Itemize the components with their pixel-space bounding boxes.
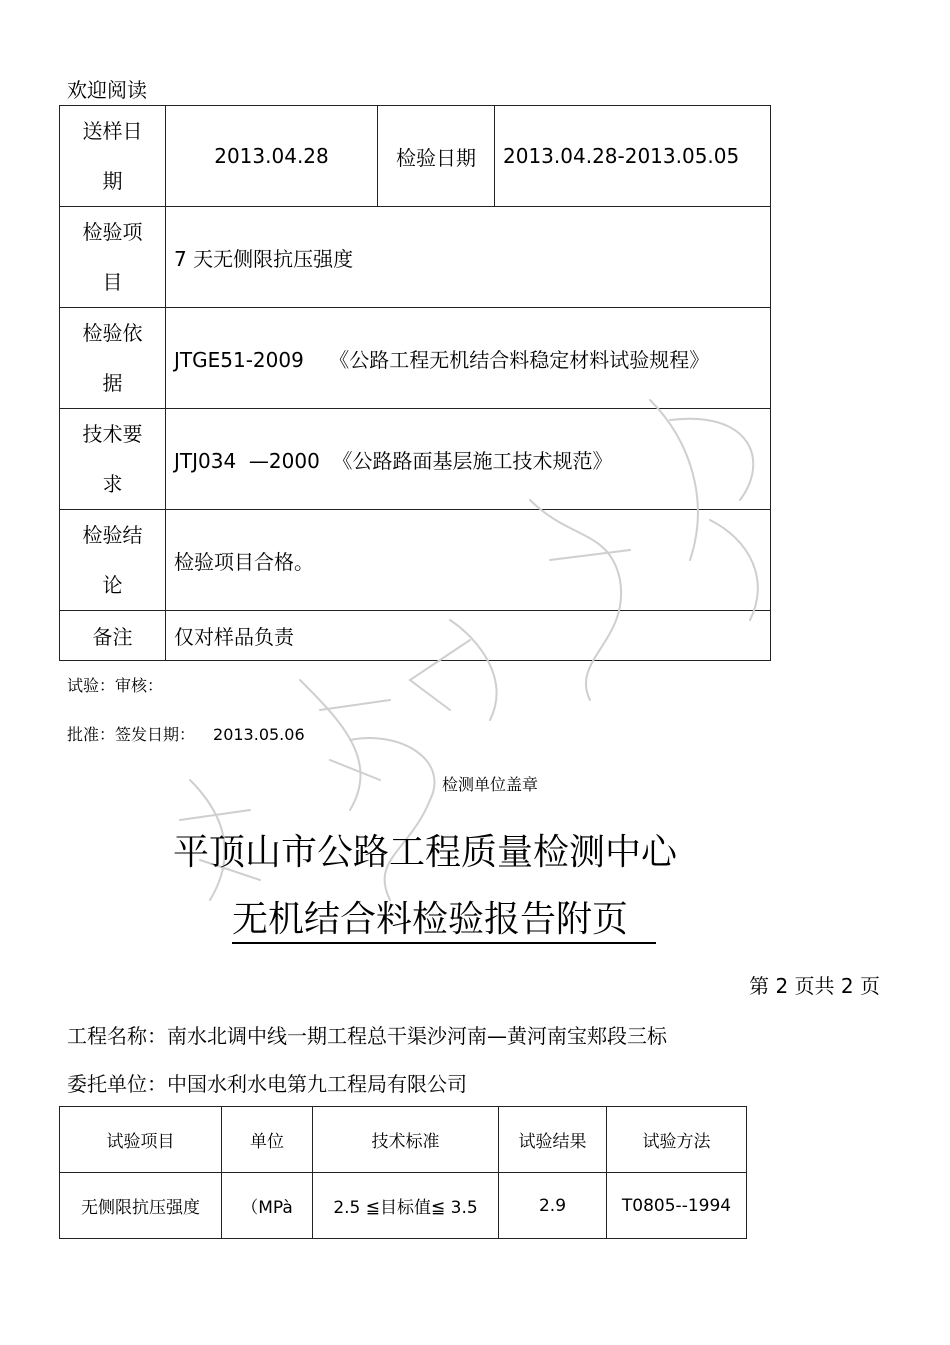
page-number: 第 2 页共 2 页: [749, 974, 880, 998]
test-date-value: 2013.04.28-2013.05.05: [495, 106, 771, 207]
header-result: 试验结果: [499, 1107, 607, 1173]
welcome-text: 欢迎阅读: [67, 78, 147, 102]
table-row: [60, 207, 771, 308]
conclusion-label: 检验结论: [60, 510, 166, 611]
header-test-item: 试验项目: [60, 1107, 222, 1173]
client-name: 委托单位：中国水利水电第九工程局有限公司: [67, 1072, 467, 1096]
report-title: 平顶山市公路工程质量检测中心: [172, 832, 677, 873]
table-row: [60, 409, 771, 510]
approver-label: 批准：签发日期：: [67, 725, 196, 744]
issue-date: 2013.05.06: [213, 725, 305, 744]
sample-date-label: 送样日期: [60, 106, 166, 207]
item-value: 7 天无侧限抗压强度: [166, 207, 771, 308]
table-row: [60, 106, 771, 207]
test-date-label: 检验日期: [378, 106, 495, 207]
project-name: 工程名称：南水北调中线一期工程总干渠沙河南—黄河南宝郏段三标: [67, 1024, 667, 1048]
table-row: [60, 611, 771, 661]
result-table: [59, 1106, 747, 1239]
cell-unit: （MPà: [222, 1173, 313, 1239]
cell-result: 2.9: [499, 1173, 607, 1239]
header-unit: 单位: [222, 1107, 313, 1173]
cell-method: T0805--1994: [607, 1173, 747, 1239]
requirement-value: JTJ034 —2000 《公路路面基层施工技术规范》: [166, 409, 771, 510]
table-header-row: [60, 1107, 747, 1173]
info-table: [59, 105, 771, 661]
requirement-label: 技术要求: [60, 409, 166, 510]
basis-value: JTGE51-2009 《公路工程无机结合料稳定材料试验规程》: [166, 308, 771, 409]
signature-line-approver: [67, 722, 305, 745]
sample-date-value: 2013.04.28: [166, 106, 378, 207]
signature-line-tester: 试验：审核：: [67, 676, 164, 695]
conclusion-value: 检验项目合格。: [166, 510, 771, 611]
header-standard: 技术标准: [313, 1107, 499, 1173]
table-row: [60, 510, 771, 611]
basis-label: 检验依据: [60, 308, 166, 409]
cell-test-item: 无侧限抗压强度: [60, 1173, 222, 1239]
report-subtitle: 无机结合料检验报告附页: [232, 898, 656, 944]
remark-value: 仅对样品负责: [166, 611, 771, 661]
item-label: 检验项目: [60, 207, 166, 308]
cell-standard: 2.5 ≦目标值≦ 3.5: [313, 1173, 499, 1239]
table-row: [60, 308, 771, 409]
table-row: [60, 1173, 747, 1239]
remark-label: 备注: [60, 611, 166, 661]
stamp-text: 检测单位盖章: [442, 775, 539, 794]
header-method: 试验方法: [607, 1107, 747, 1173]
